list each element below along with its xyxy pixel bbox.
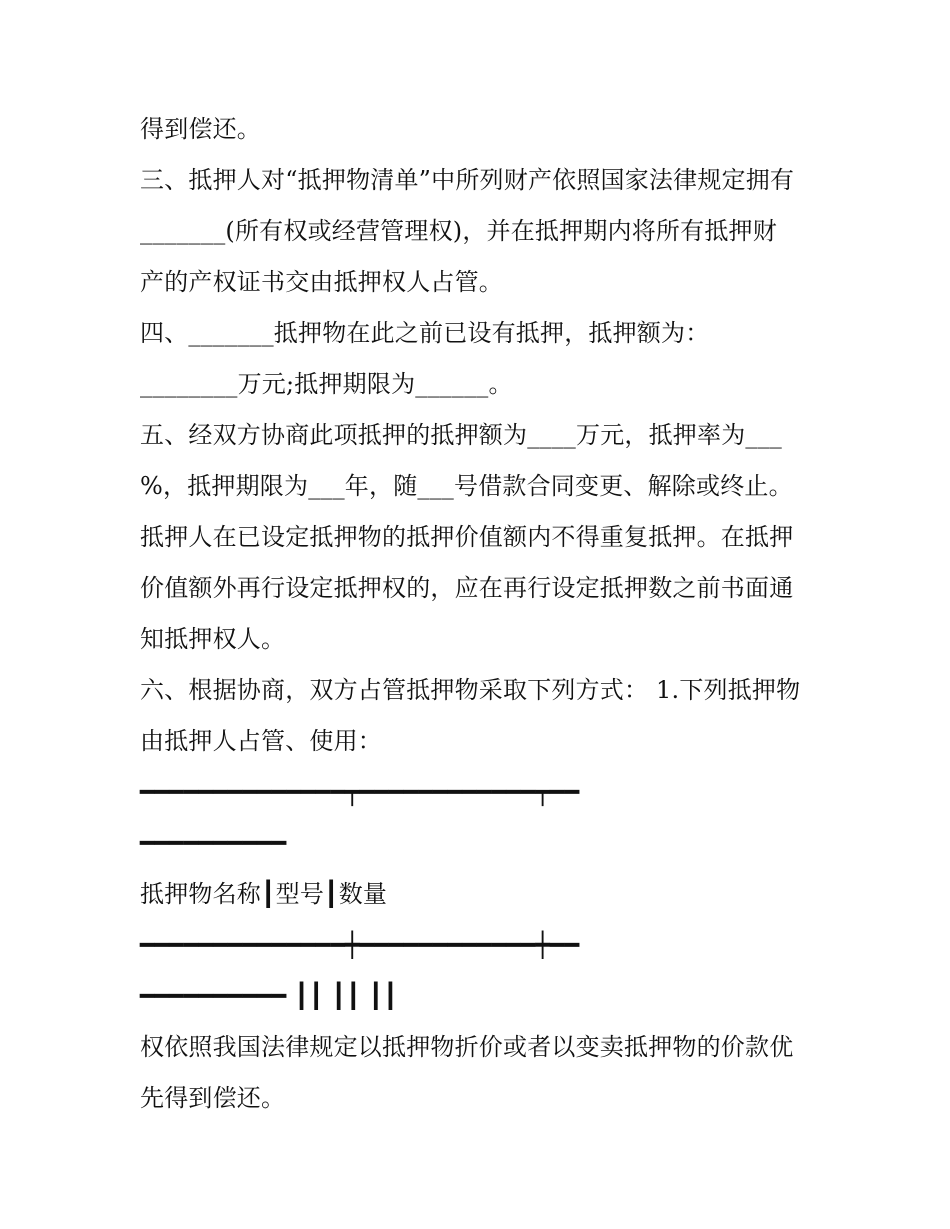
contract-text (140, 104, 820, 1124)
table-header-row: 抵押物名称┃型号┃数量 (140, 880, 388, 908)
text-line: 权依照我国法律规定以抵押物折价或者以变卖抵押物的价款优 (140, 1033, 794, 1061)
table-border-line: ━━━━━━━━━━━━━━┯━━━━━━━━━━━━┯━━ (140, 778, 580, 806)
text-line: 四、_______抵押物在此之前已设有抵押，抵押额为： (140, 319, 710, 347)
text-line: 产的产权证书交由抵押权人占管。 (140, 268, 503, 296)
text-line: 由抵押人占管、使用： (140, 727, 382, 755)
text-line: 三、抵押人对“抵押物清单”中所列财产依照国家法律规定拥有 (140, 166, 795, 194)
text-line: 价值额外再行设定抵押权的，应在再行设定抵押数之前书面通 (140, 574, 794, 602)
text-line: 六、根据协商，双方占管抵押物采取下列方式： 1.下列抵押物 (140, 676, 801, 704)
text-line: 得到偿还。 (140, 115, 261, 143)
text-line: 抵押人在已设定抵押物的抵押价值额内不得重复抵押。在抵押 (140, 523, 794, 551)
text-line: ________万元;抵押期限为______。 (140, 370, 513, 398)
text-line: %，抵押期限为___年，随___号借款合同变更、解除或终止。 (140, 472, 793, 500)
text-line: 五、经双方协商此项抵押的抵押额为____万元，抵押率为___ (140, 421, 782, 449)
table-border-line: ━━━━━━━━━━ (140, 829, 287, 857)
text-line: _______(所有权或经营管理权)，并在抵押期内将所有抵押财 (140, 217, 777, 245)
text-line: 知抵押权人。 (140, 625, 286, 653)
table-border-line: ━━━━━━━━━━━━━━┿━━━━━━━━━━━━┿━━ (140, 931, 580, 959)
table-border-line: ━━━━━━━━━━ ┃┃ ┃┃ ┃┃ (140, 982, 398, 1010)
text-line: 先得到偿还。 (140, 1084, 286, 1112)
